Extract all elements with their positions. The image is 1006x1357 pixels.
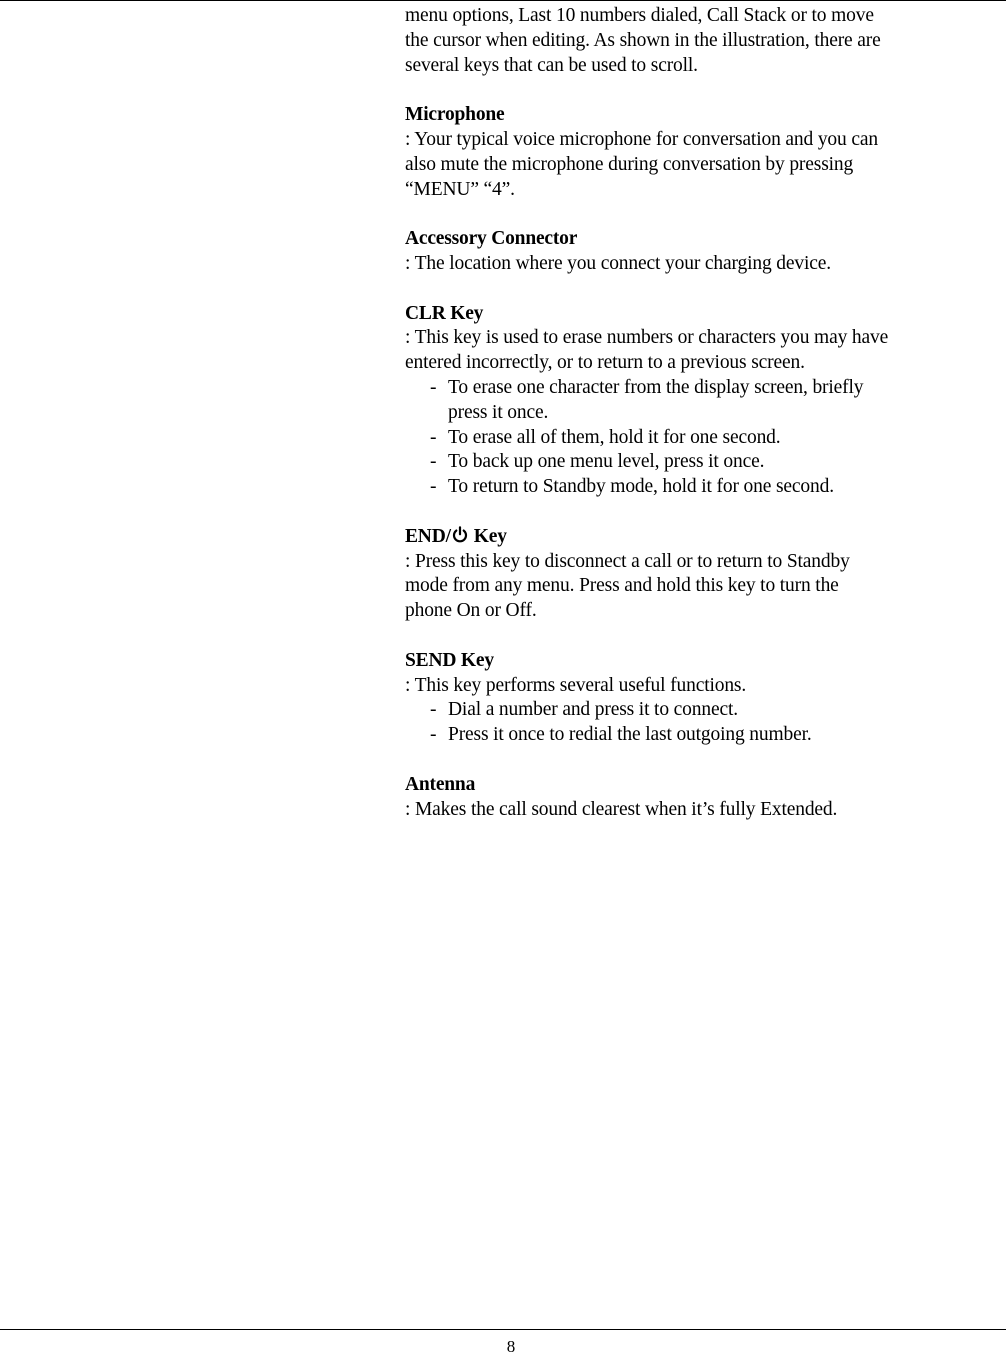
end-key-heading-prefix: END/ [405,525,451,547]
end-key-line: mode from any menu. Press and hold this key to turn the [405,575,839,597]
list-dash: - [430,699,437,721]
clr-key-section [405,302,965,500]
list-item-text: To return to Standby mode, hold it for one second. [448,476,834,498]
list-item-text: To erase one character from the display screen, briefly [448,376,864,398]
list-item-text: To erase all of them, hold it for one second. [448,426,781,448]
list-dash: - [430,476,437,498]
antenna-section [405,773,965,823]
antenna-heading: Antenna [405,773,476,795]
list-item-text: press it once. [448,401,549,423]
top-rule [0,0,1006,1]
list-item [405,426,965,451]
clr-key-list [405,376,965,500]
microphone-line: : Your typical voice microphone for conversation and you can [405,128,878,150]
clr-key-heading: CLR Key [405,302,484,324]
intro-line: menu options, Last 10 numbers dialed, Call Stack or to move [405,5,874,26]
list-dash: - [430,376,437,398]
send-key-list [405,698,965,748]
list-dash: - [430,426,437,448]
send-key-heading: SEND Key [405,649,494,671]
antenna-line: : Makes the call sound clearest when it’s fully Extended. [405,798,838,820]
list-item [405,698,965,723]
microphone-heading: Microphone [405,104,505,126]
list-dash: - [430,451,437,473]
clr-key-line: entered incorrectly, or to return to a previous screen. [405,352,805,374]
list-item-text: Dial a number and press it to connect. [448,699,738,721]
page-number: 8 [506,1337,516,1356]
end-key-line: phone On or Off. [405,600,537,622]
accessory-connector-line: : The location where you connect your charging device. [405,252,831,274]
power-icon [452,526,468,544]
list-item [405,450,965,475]
list-item [405,376,965,426]
microphone-line: also mute the microphone during conversation by pressing [405,153,854,175]
list-item [405,723,965,748]
microphone-section [405,103,965,202]
end-key-heading-suffix: Key [473,525,507,547]
end-key-line: : Press this key to disconnect a call or to return to Standby [405,550,850,572]
microphone-line: “MENU” “4”. [405,178,515,200]
intro-line: several keys that can be used to scroll. [405,54,698,76]
intro-paragraph [405,4,965,78]
end-key-section [405,525,965,624]
accessory-connector-section [405,227,965,277]
intro-line: the cursor when editing. As shown in the illustration, there are [405,29,881,51]
clr-key-line: : This key is used to erase numbers or characters you may have [405,327,889,349]
send-key-section [405,649,965,748]
list-item-text: To back up one menu level, press it once. [448,451,765,473]
bottom-rule [0,1329,1006,1330]
end-key-heading [405,525,965,550]
send-key-line: : This key performs several useful functions. [405,674,747,696]
list-item [405,475,965,500]
list-dash: - [430,724,437,746]
accessory-connector-heading: Accessory Connector [405,228,578,250]
list-item-text: Press it once to redial the last outgoing number. [448,724,812,746]
document-body [405,4,965,822]
